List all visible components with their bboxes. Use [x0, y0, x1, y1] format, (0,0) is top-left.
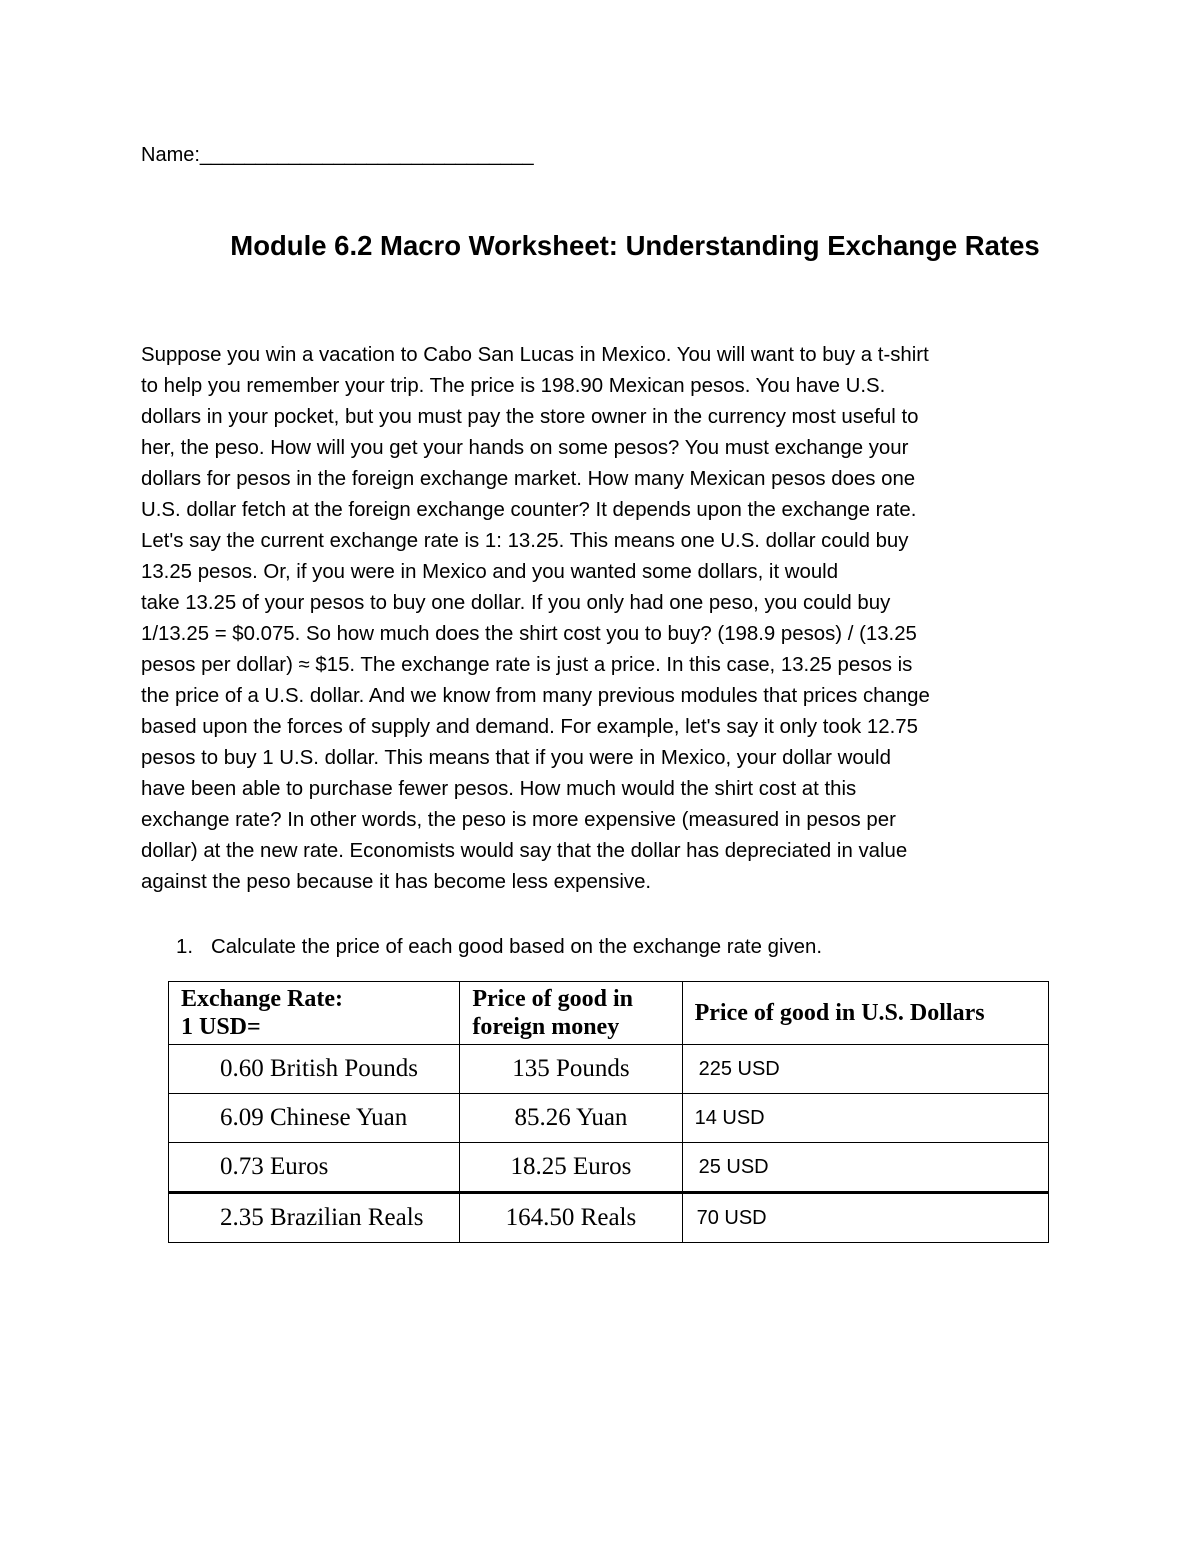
usd-answer-cell[interactable]: 70 USD [682, 1193, 1048, 1243]
passage-line: Suppose you win a vacation to Cabo San Lucas in Mexico. You will want to buy a t-shirt [141, 344, 929, 366]
passage-line: dollars in your pocket, but you must pay the store owner in the currency most useful to [141, 406, 919, 428]
passage-line: exchange rate? In other words, the peso is more expensive (measured in pesos per [141, 809, 896, 831]
foreign-price-cell: 85.26 Yuan [460, 1094, 682, 1143]
passage-line: based upon the forces of supply and demand. For example, let's say it only took 12.75 [141, 716, 918, 738]
foreign-price-cell: 164.50 Reals [460, 1193, 682, 1243]
name-field-line: Name:______________________________ [141, 144, 534, 166]
passage-line: U.S. dollar fetch at the foreign exchange counter? It depends upon the exchange rate. [141, 499, 917, 521]
passage-line: against the peso because it has become less expensive. [141, 871, 652, 893]
question-number: 1. [176, 936, 194, 958]
header-text: Exchange Rate: [181, 986, 343, 1012]
passage-line: the price of a U.S. dollar. And we know from many previous modules that prices change [141, 685, 930, 707]
worksheet-title: Module 6.2 Macro Worksheet: Understanding Exchange Rates [230, 230, 1040, 261]
passage-line: 1/13.25 = $0.075. So how much does the shirt cost you to buy? (198.9 pesos) / (13.25 [141, 623, 917, 645]
header-exchange-rate [169, 982, 460, 1045]
passage-line: take 13.25 of your pesos to buy one dollar. If you only had one peso, you could buy [141, 592, 891, 614]
table-row [169, 1045, 1049, 1094]
rate-cell: 0.60 British Pounds [169, 1045, 460, 1094]
header-text: 1 USD= [181, 1014, 261, 1040]
usd-answer-cell[interactable]: 14 USD [682, 1094, 1048, 1143]
header-foreign-price [460, 982, 682, 1045]
passage-line: to help you remember your trip. The price is 198.90 Mexican pesos. You have U.S. [141, 375, 886, 397]
foreign-price-cell: 18.25 Euros [460, 1143, 682, 1193]
passage-line: have been able to purchase fewer pesos. How much would the shirt cost at this [141, 778, 857, 800]
question-1 [176, 932, 822, 962]
rate-cell: 2.35 Brazilian Reals [169, 1193, 460, 1243]
passage-line: pesos to buy 1 U.S. dollar. This means that if you were in Mexico, your dollar would [141, 747, 891, 769]
table-row [169, 1094, 1049, 1143]
table-row [169, 1143, 1049, 1193]
passage-line: dollar) at the new rate. Economists would say that the dollar has depreciated in value [141, 840, 908, 862]
rate-cell: 0.73 Euros [169, 1143, 460, 1193]
usd-answer-cell[interactable]: 225 USD [682, 1045, 1048, 1094]
passage-line: her, the peso. How will you get your hands on some pesos? You must exchange your [141, 437, 909, 459]
header-usd-price: Price of good in U.S. Dollars [682, 982, 1048, 1045]
usd-answer-cell[interactable]: 25 USD [682, 1143, 1048, 1193]
foreign-price-cell: 135 Pounds [460, 1045, 682, 1094]
passage-text [141, 340, 1101, 898]
question-text: Calculate the price of each good based on the exchange rate given. [211, 936, 823, 958]
table-header-row [169, 982, 1049, 1045]
header-text: foreign money [472, 1014, 620, 1040]
exchange-rate-table [168, 981, 1049, 1243]
passage-line: 13.25 pesos. Or, if you were in Mexico and you wanted some dollars, it would [141, 561, 839, 583]
passage-line: pesos per dollar) ≈ $15. The exchange rate is just a price. In this case, 13.25 pesos is [141, 654, 913, 676]
passage-line: dollars for pesos in the foreign exchange market. How many Mexican pesos does one [141, 468, 916, 490]
table-row [169, 1193, 1049, 1243]
header-text: Price of good in [472, 986, 633, 1012]
rate-cell: 6.09 Chinese Yuan [169, 1094, 460, 1143]
passage-line: Let's say the current exchange rate is 1: 13.25. This means one U.S. dollar could buy [141, 530, 909, 552]
